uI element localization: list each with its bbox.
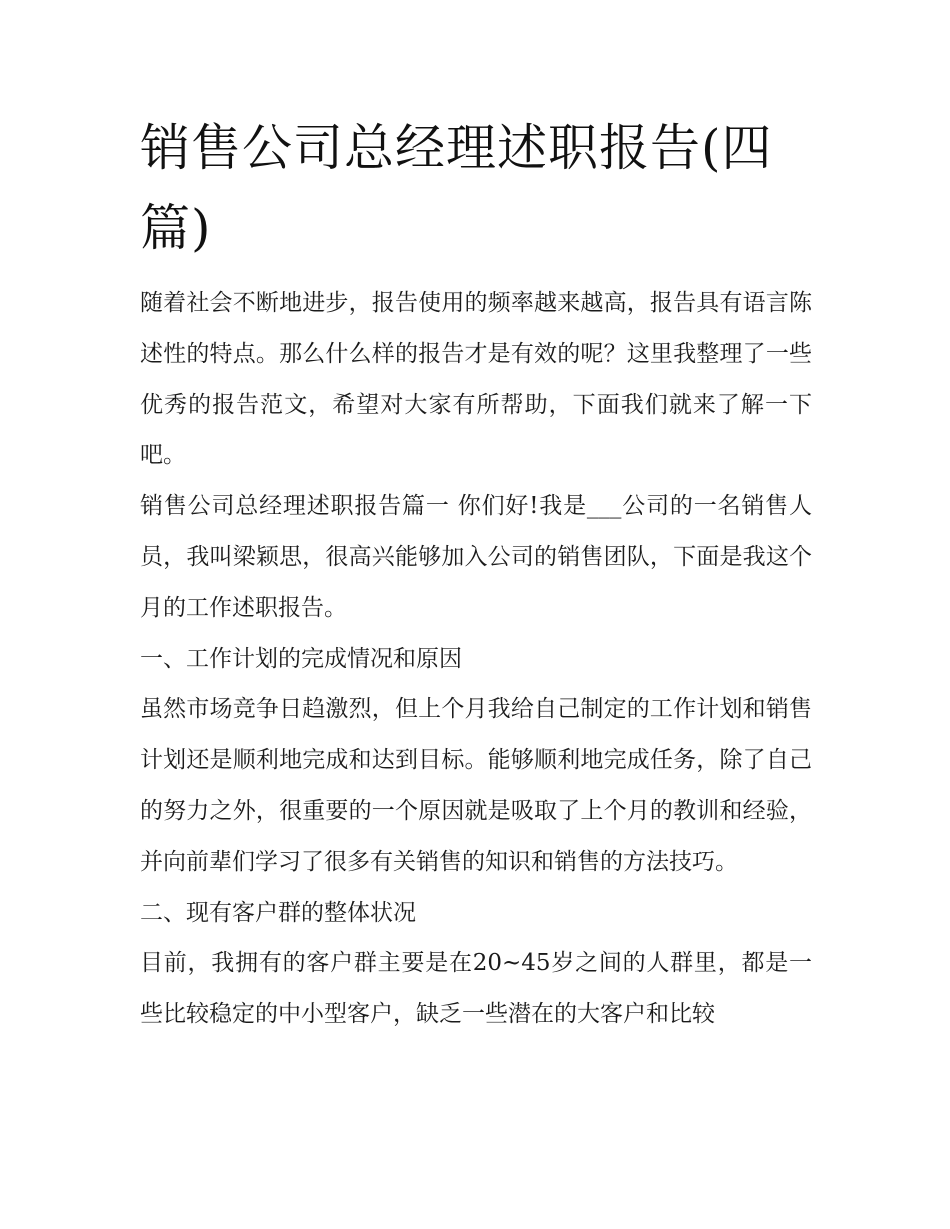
- document-body: [140, 278, 812, 1040]
- section-heading-1: 一、工作计划的完成情况和原因: [140, 645, 462, 672]
- document-title: 销售公司总经理述职报告(四篇): [140, 119, 773, 257]
- report-opening-paragraph: 销售公司总经理述职报告篇一 你们好!我是___公司的一名销售人员，我叫梁颖思，很高兴能够加入公司的销售团队，下面是我这个月的工作述职报告。: [140, 493, 812, 621]
- section-2-paragraph: 目前，我拥有的客户群主要是在20~45岁之间的人群里，都是一些比较稳定的中小型客户，缺乏一些潜在的大客户和比较: [140, 950, 812, 1028]
- intro-paragraph: 随着社会不断地进步，报告使用的频率越来越高，报告具有语言陈述性的特点。那么什么样的报告才是有效的呢？这里我整理了一些优秀的报告范文，希望对大家有所帮助，下面我们就来了解一下吧。: [140, 290, 812, 469]
- section-1-paragraph: 虽然市场竞争日趋激烈，但上个月我给自己制定的工作计划和销售计划还是顺利地完成和达到目标。能够顺利地完成任务，除了自己的努力之外，很重要的一个原因就是吸取了上个月的教训和经验，并向前辈们学习了很多有关销售的知识和销售的方法技巧。: [140, 696, 812, 875]
- section-heading-2: 二、现有客户群的整体状况: [140, 899, 416, 926]
